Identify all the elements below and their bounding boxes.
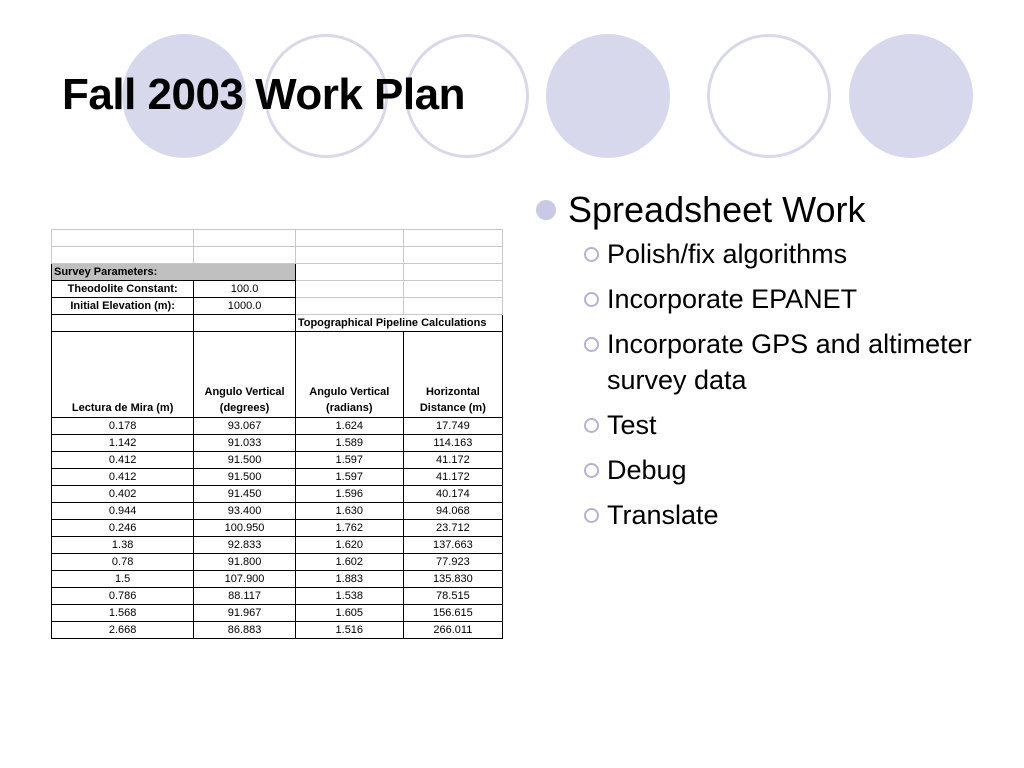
sub-bullet-text: Incorporate EPANET — [607, 284, 858, 314]
table-cell: 1.596 — [295, 486, 403, 503]
sub-bullet-item — [584, 452, 1006, 488]
table-cell: 1.142 — [52, 435, 194, 452]
table-row — [52, 554, 503, 571]
spreadsheet-image — [51, 229, 503, 639]
table-cell: 1.602 — [295, 554, 403, 571]
table-cell: 91.450 — [194, 486, 296, 503]
sub-bullet-item — [584, 326, 1006, 398]
sub-bullet-item — [584, 236, 1006, 272]
bullet-dot-icon — [536, 200, 556, 220]
sub-bullet-text: Translate — [607, 500, 719, 530]
hollow-bullet-icon — [584, 463, 599, 478]
elevation-value: 1000.0 — [194, 298, 296, 315]
table-cell: 41.172 — [403, 469, 502, 486]
table-cell: 0.412 — [52, 469, 194, 486]
table-cell: 1.624 — [295, 418, 403, 435]
column-header: Angulo Vertical (degrees) — [194, 332, 296, 418]
table-cell: 137.663 — [403, 537, 502, 554]
table-cell: 114.163 — [403, 435, 502, 452]
table-cell: 41.172 — [403, 452, 502, 469]
table-cell: 0.944 — [52, 503, 194, 520]
hollow-bullet-icon — [584, 247, 599, 262]
column-header: Angulo Vertical (radians) — [295, 332, 403, 418]
table-cell: 86.883 — [194, 622, 296, 639]
table-cell: 93.400 — [194, 503, 296, 520]
sub-bullet-text: Test — [607, 410, 657, 440]
survey-table — [51, 229, 503, 639]
table-cell: 91.800 — [194, 554, 296, 571]
table-row — [52, 605, 503, 622]
column-header: Horizontal Distance (m) — [403, 332, 502, 418]
table-row — [52, 435, 503, 452]
table-cell: 40.174 — [403, 486, 502, 503]
sub-bullet-item — [584, 407, 1006, 443]
table-cell: 93.067 — [194, 418, 296, 435]
table-cell: 2.668 — [52, 622, 194, 639]
hollow-bullet-icon — [584, 292, 599, 307]
table-row — [52, 503, 503, 520]
table-cell: 0.412 — [52, 452, 194, 469]
table-row — [52, 469, 503, 486]
table-row — [52, 486, 503, 503]
table-cell: 23.712 — [403, 520, 502, 537]
table-cell: 94.068 — [403, 503, 502, 520]
sub-bullet-text: Polish/fix algorithms — [607, 239, 848, 269]
table-cell: 1.597 — [295, 452, 403, 469]
table-cell: 91.033 — [194, 435, 296, 452]
hollow-bullet-icon — [584, 418, 599, 433]
elevation-label: Initial Elevation (m): — [52, 298, 194, 315]
table-cell: 1.589 — [295, 435, 403, 452]
table-cell: 1.597 — [295, 469, 403, 486]
table-cell: 91.500 — [194, 452, 296, 469]
sub-bullet-text: Debug — [607, 455, 687, 485]
table-cell: 266.011 — [403, 622, 502, 639]
table-row — [52, 537, 503, 554]
table-cell: 1.568 — [52, 605, 194, 622]
table-cell: 1.516 — [295, 622, 403, 639]
sub-bullet-text: Incorporate GPS and altimeter survey data — [607, 329, 972, 395]
bullet-main-text: Spreadsheet Work — [568, 189, 866, 230]
table-cell: 1.762 — [295, 520, 403, 537]
table-cell: 91.967 — [194, 605, 296, 622]
table-row — [52, 571, 503, 588]
table-cell: 0.78 — [52, 554, 194, 571]
bullet-list — [536, 188, 1006, 542]
table-cell: 1.538 — [295, 588, 403, 605]
slide-title: Fall 2003 Work Plan — [62, 70, 465, 119]
table-cell: 1.630 — [295, 503, 403, 520]
hollow-bullet-icon — [584, 508, 599, 523]
table-cell: 0.178 — [52, 418, 194, 435]
table-cell: 100.950 — [194, 520, 296, 537]
table-cell: 135.830 — [403, 571, 502, 588]
table-row — [52, 520, 503, 537]
table-row — [52, 588, 503, 605]
deco-circle-4 — [546, 34, 670, 158]
table-cell: 92.833 — [194, 537, 296, 554]
table-cell: 1.620 — [295, 537, 403, 554]
table-cell: 1.605 — [295, 605, 403, 622]
table-row — [52, 418, 503, 435]
column-header: Lectura de Mira (m) — [52, 332, 194, 418]
survey-parameters-label: Survey Parameters: — [52, 264, 296, 281]
sub-bullet-item — [584, 281, 1006, 317]
table-cell: 0.402 — [52, 486, 194, 503]
table-row — [52, 622, 503, 639]
table-cell: 156.615 — [403, 605, 502, 622]
table-cell: 78.515 — [403, 588, 502, 605]
table-cell: 1.5 — [52, 571, 194, 588]
theodolite-value: 100.0 — [194, 281, 296, 298]
table-cell: 0.246 — [52, 520, 194, 537]
deco-circle-5 — [707, 34, 831, 158]
theodolite-label: Theodolite Constant: — [52, 281, 194, 298]
bullet-main — [536, 188, 1006, 232]
sub-bullet-item — [584, 497, 1006, 533]
hollow-bullet-icon — [584, 337, 599, 352]
table-cell: 17.749 — [403, 418, 502, 435]
table-cell: 1.38 — [52, 537, 194, 554]
table-row — [52, 452, 503, 469]
sub-bullet-list — [536, 236, 1006, 533]
table-cell: 1.883 — [295, 571, 403, 588]
deco-circle-6 — [849, 34, 973, 158]
table-cell: 107.900 — [194, 571, 296, 588]
table-cell: 0.786 — [52, 588, 194, 605]
table-cell: 91.500 — [194, 469, 296, 486]
table-cell: 88.117 — [194, 588, 296, 605]
table-cell: 77.923 — [403, 554, 502, 571]
section-title: Topographical Pipeline Calculations — [295, 315, 502, 332]
